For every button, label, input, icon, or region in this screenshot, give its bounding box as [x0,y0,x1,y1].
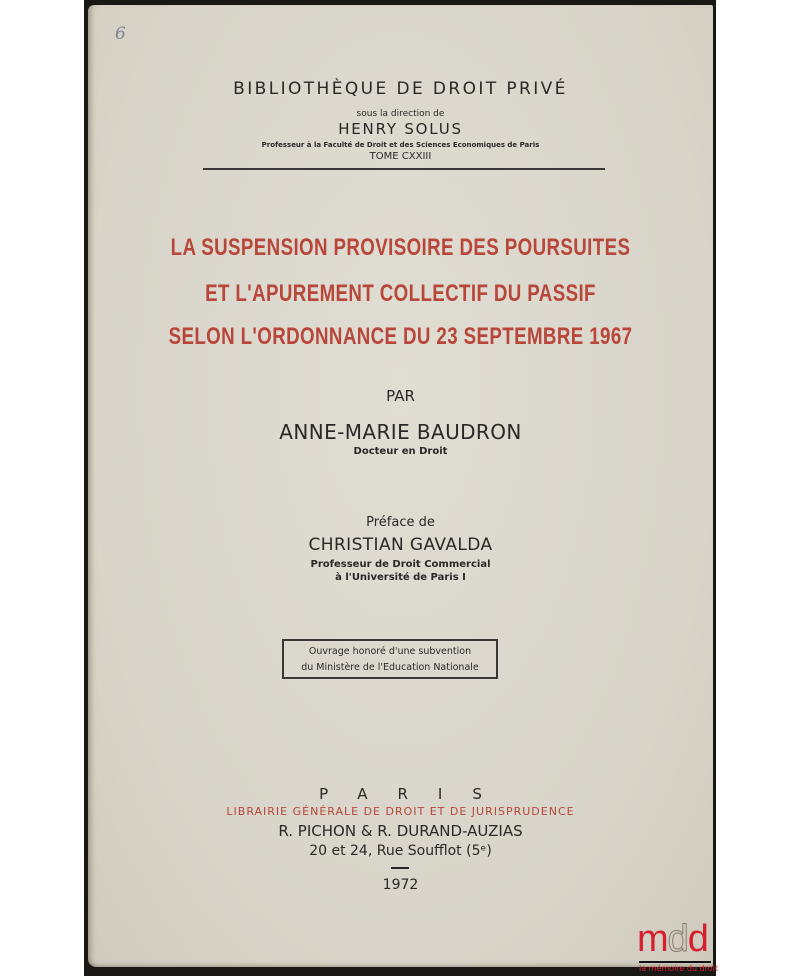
preface-author-affiliation: à l'Université de Paris I [335,572,466,583]
imprint-city: PARIS [319,785,512,803]
series-title: BIBLIOTHÈQUE DE DROIT PRIVÉ [233,79,568,99]
imprint-address: 20 et 24, Rue Soufflot (5ᵉ) [309,843,492,859]
tome-number: TOME CXXIII [369,151,432,162]
book-title-line-3: SELON L'ORDONNANCE DU 23 SEPTEMBRE 1967 [168,323,633,350]
handwritten-annotation: 6 [115,24,126,44]
author-by: PAR [386,387,415,405]
preface-author: CHRISTIAN GAVALDA [308,535,493,555]
series-director: HENRY SOLUS [338,120,463,138]
publication-year: 1972 [382,877,419,893]
book-title-line-1: LA SUSPENSION PROVISOIRE DES POURSUITES [170,234,631,261]
mdd-logo-tagline: la mémoire du droit [639,964,719,973]
series-director-role: Professeur à la Faculté de Droit et des Sciences Economiques de Paris [261,141,540,149]
grant-line-2: du Ministère de l'Education Nationale [301,662,479,673]
imprint-publisher: LIBRAIRIE GÉNÉRALE DE DROIT ET DE JURISPRUDENCE [226,805,575,818]
preface-label: Préface de [366,515,435,530]
book-cover [88,5,713,967]
series-direction: sous la direction de [356,109,445,119]
header-rule [203,168,605,170]
preface-author-role: Professeur de Droit Commercial [310,559,491,570]
imprint-printer: R. PICHON & R. DURAND-AUZIAS [278,822,523,840]
book-title-line-2: ET L'APUREMENT COLLECTIF DU PASSIF [205,280,596,307]
mdd-logo-bar [639,961,711,963]
author-role: Docteur en Droit [353,446,448,457]
mdd-logo [633,918,719,974]
grant-line-1: Ouvrage honoré d'une subvention [308,646,472,657]
author-name: ANNE-MARIE BAUDRON [279,420,522,444]
imprint-dash [391,867,409,869]
mdd-logo-mark: mdd [637,918,708,960]
grant-notice-box [282,639,498,679]
